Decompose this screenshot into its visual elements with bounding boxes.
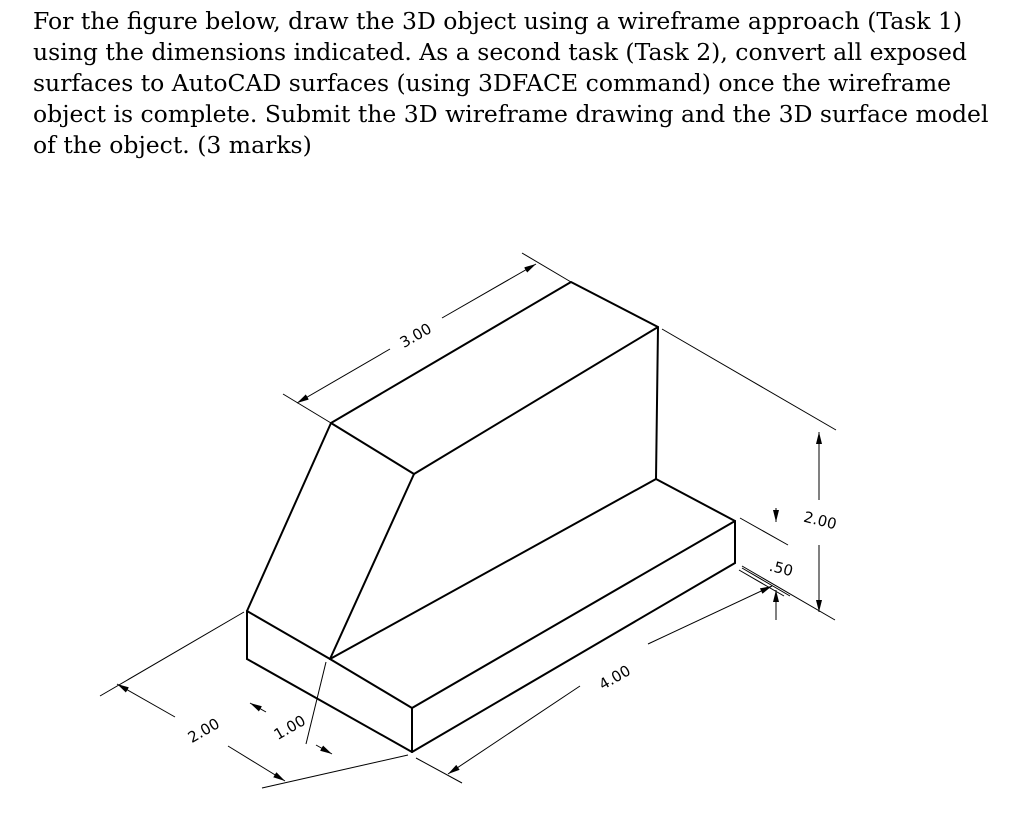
dimension-base-length bbox=[416, 570, 784, 783]
extension-line bbox=[662, 329, 836, 430]
base-front-top-edge bbox=[330, 659, 412, 708]
object-outline bbox=[247, 282, 735, 752]
top-face-edge bbox=[331, 282, 658, 474]
question-line: using the dimensions indicated. As a second task (Task 2), convert all exposed bbox=[33, 38, 967, 66]
extension-line bbox=[262, 755, 408, 788]
dimension-line bbox=[448, 686, 580, 774]
base-left-bottom-edge bbox=[247, 659, 412, 752]
dimension-base-height bbox=[740, 508, 795, 620]
upper-block-vertical-edge bbox=[656, 327, 658, 479]
slant-edge-front bbox=[330, 474, 414, 659]
base-front-top-edge-right bbox=[412, 521, 735, 708]
dimension-label: 2.00 bbox=[184, 714, 223, 747]
dimension-top-length bbox=[283, 253, 571, 423]
question-line: object is complete. Submit the 3D wireframe drawing and the 3D surface model bbox=[33, 100, 989, 128]
base-ledge-edge bbox=[330, 479, 656, 659]
extension-line bbox=[740, 518, 788, 545]
extension-line bbox=[283, 394, 331, 423]
dimension-line bbox=[228, 746, 285, 781]
question-line: of the object. (3 marks) bbox=[33, 131, 312, 159]
dimension-label: .50 bbox=[767, 556, 795, 581]
base-ledge-right-edge bbox=[656, 479, 735, 521]
dimension-overall-depth bbox=[100, 612, 408, 788]
dimension-step-depth bbox=[250, 662, 332, 754]
dimension-label: 3.00 bbox=[396, 319, 435, 352]
dimension-line bbox=[297, 349, 390, 403]
slant-edge-back bbox=[247, 423, 331, 611]
dimension-line bbox=[250, 703, 266, 712]
question-line: surfaces to AutoCAD surfaces (using 3DFACE command) once the wireframe bbox=[33, 69, 952, 97]
dimension-label: 2.00 bbox=[801, 507, 839, 534]
extension-line bbox=[306, 662, 326, 744]
dimension-label: 4.00 bbox=[595, 661, 634, 694]
dimension-label: 1.00 bbox=[270, 711, 309, 744]
dimension-line bbox=[117, 684, 175, 717]
base-top-left-edge bbox=[247, 611, 330, 659]
question-line: For the figure below, draw the 3D object using a wireframe approach (Task 1) bbox=[33, 7, 963, 35]
dimension-line bbox=[648, 586, 772, 644]
extension-line bbox=[416, 758, 462, 783]
base-front-bottom-edge bbox=[412, 563, 735, 752]
dimension-line bbox=[316, 745, 332, 754]
extension-line bbox=[100, 612, 244, 696]
